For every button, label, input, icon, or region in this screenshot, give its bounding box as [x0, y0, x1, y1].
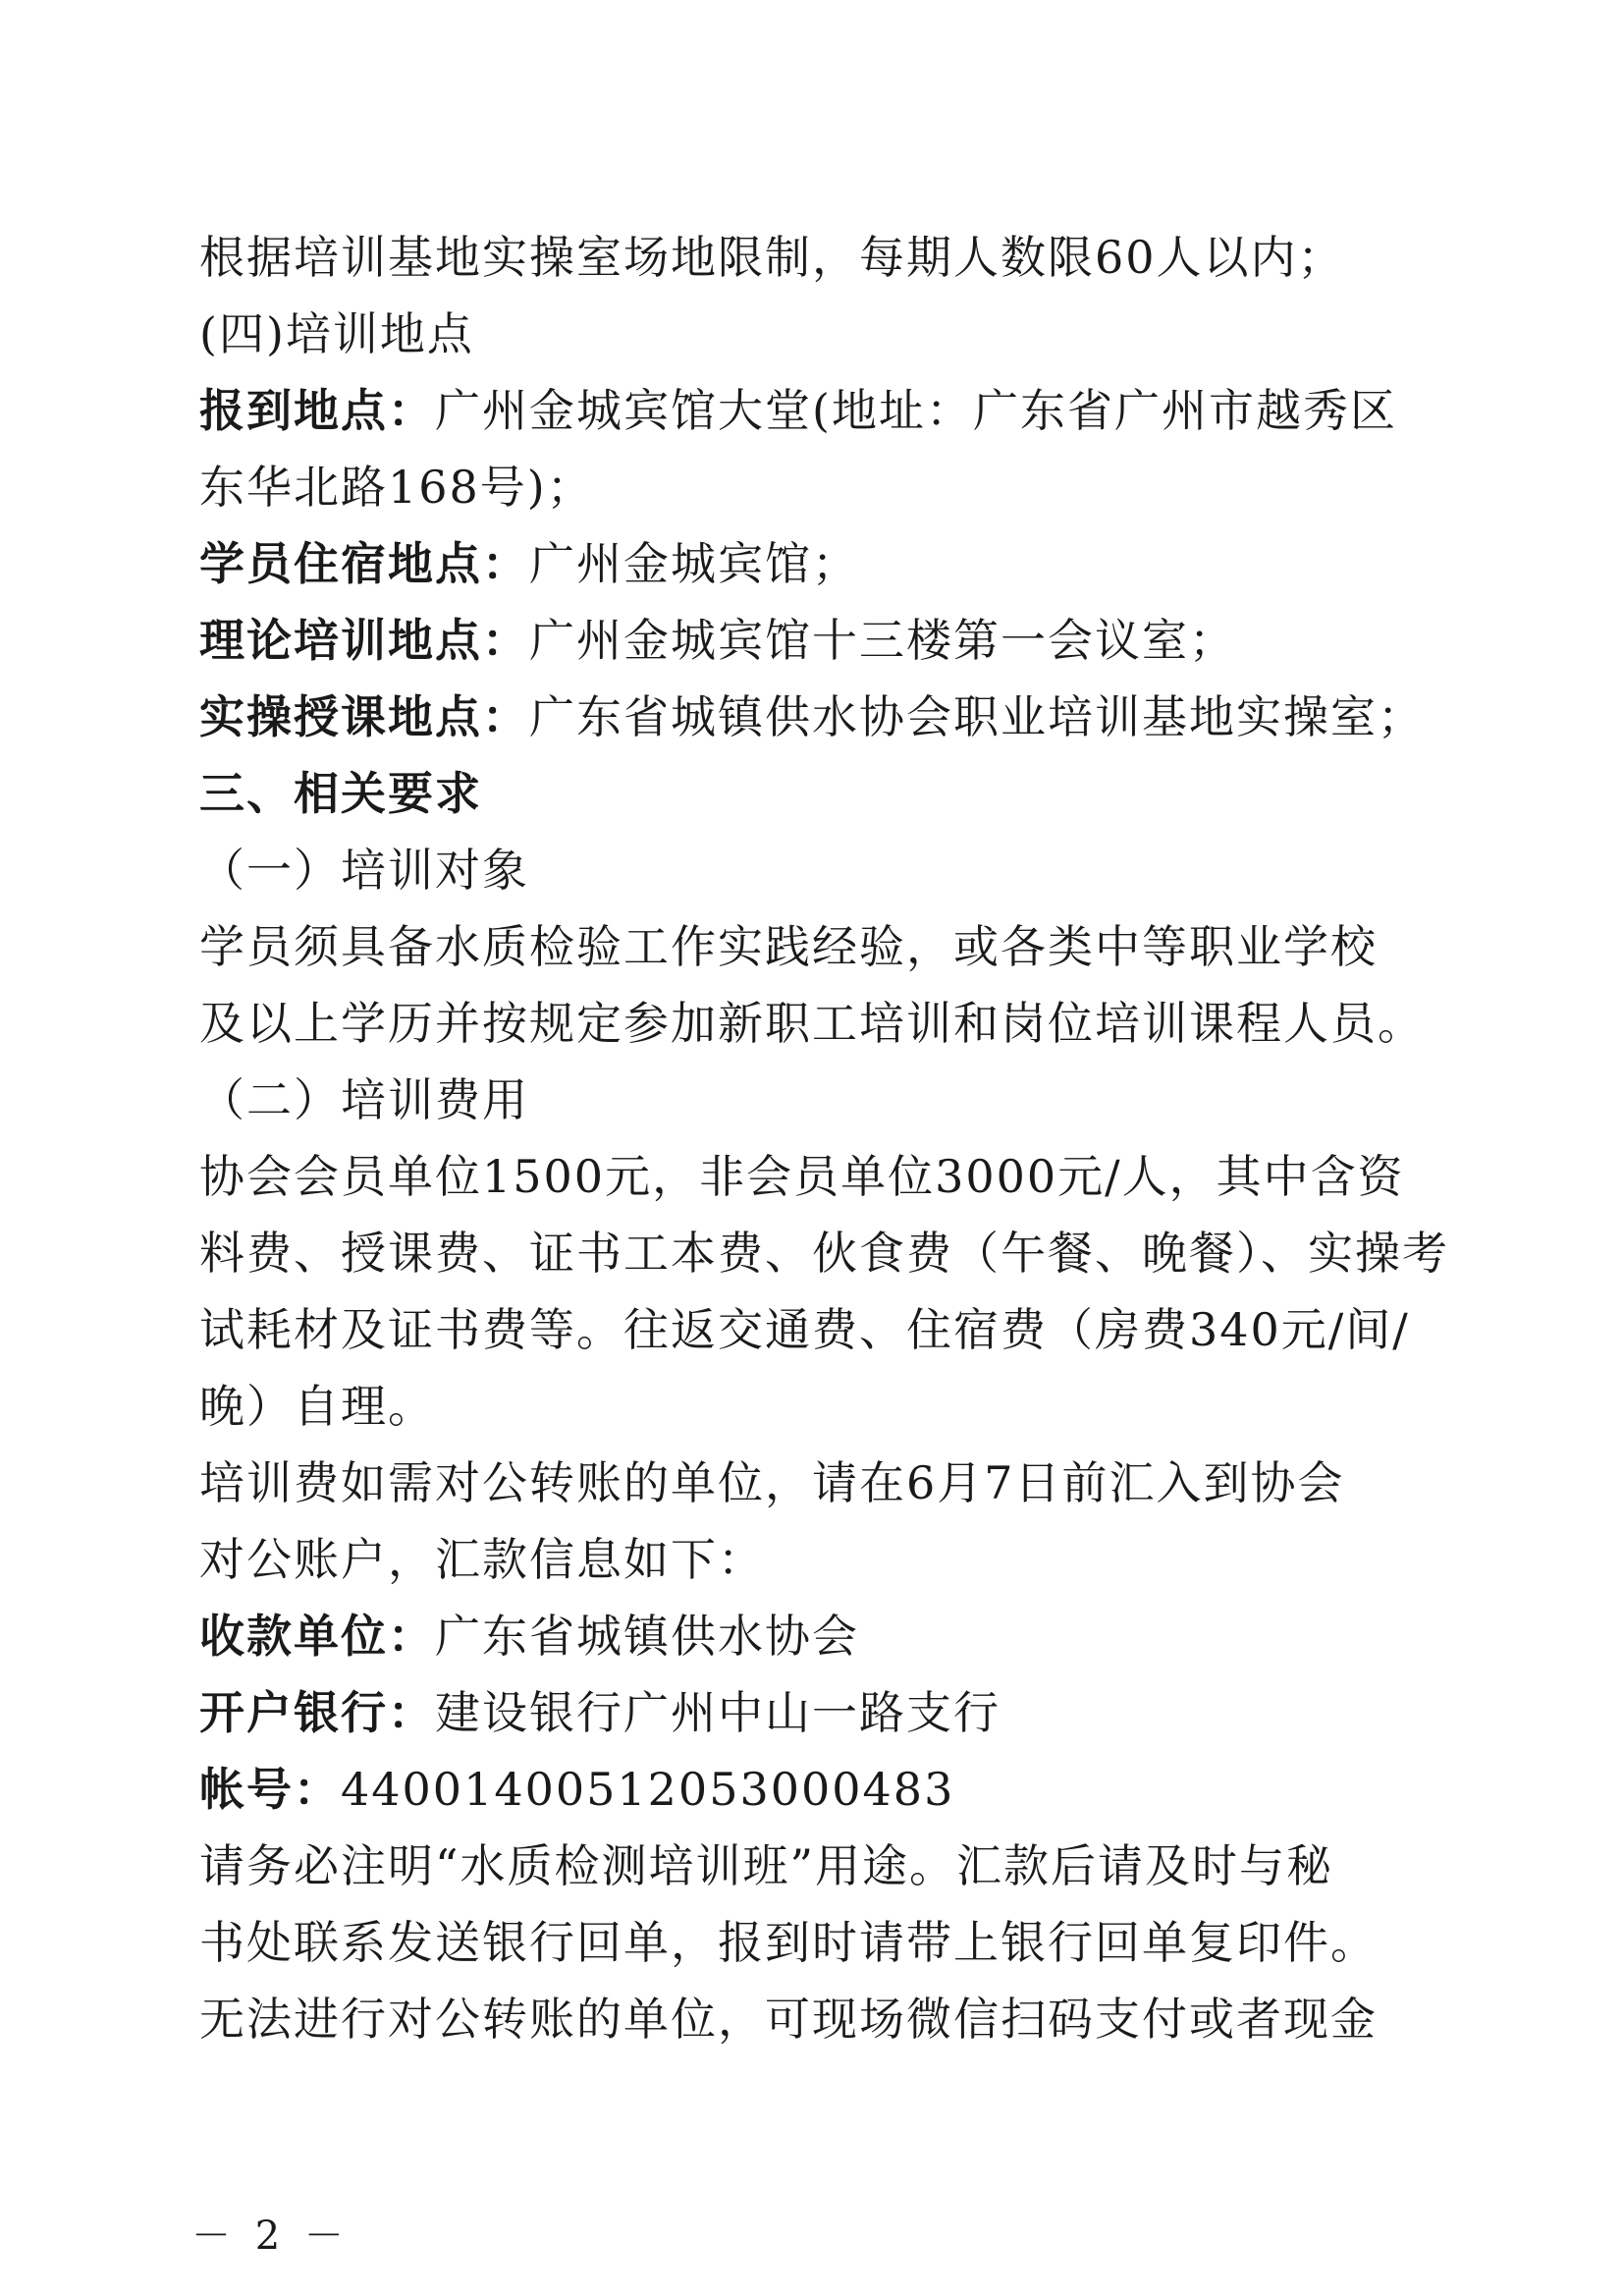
text-line: 学员须具备水质检验工作实践经验，或各类中等职业学校 [199, 920, 1378, 973]
text-line: 料费、授课费、证书工本费、伙食费（午餐、晚餐）、实操考 [199, 1227, 1449, 1280]
text-line: 学员住宿地点：广州金城宾馆； [199, 537, 859, 590]
section-subheading: （一）培训对象 [199, 844, 529, 897]
text-line: 试耗材及证书费等。往返交通费、住宿费（房费340元/间/ [199, 1303, 1410, 1356]
text-line: 开户银行：建设银行广州中山一路支行 [199, 1686, 1001, 1739]
text-line: 对公账户，汇款信息如下： [199, 1533, 765, 1586]
section-subheading: (四)培训地点 [199, 307, 474, 360]
text-line: 实操授课地点：广东省城镇供水协会职业培训基地实操室； [199, 690, 1425, 743]
text-line: 报到地点：广州金城宾馆大堂(地址：广东省广州市越秀区 [199, 384, 1397, 437]
text-line: 请务必注明“水质检测培训班”用途。汇款后请及时与秘 [199, 1839, 1334, 1892]
section-subheading: （二）培训费用 [199, 1073, 529, 1126]
text-line: 帐号：44001400512053000483 [199, 1763, 955, 1816]
section-heading: 三、相关要求 [199, 767, 482, 820]
text-line: 东华北路168号)； [199, 461, 594, 514]
page-number: － 2 － [191, 2214, 350, 2259]
text-line: 书处联系发送银行回单，报到时请带上银行回单复印件。 [199, 1916, 1378, 1969]
text-line: 根据培训基地实操室场地限制，每期人数限60人以内； [199, 231, 1345, 284]
text-line: 协会会员单位1500元，非会员单位3000元/人，其中含资 [199, 1150, 1405, 1203]
text-line: 理论培训地点：广州金城宾馆十三楼第一会议室； [199, 614, 1236, 667]
text-line: 晚）自理。 [199, 1380, 435, 1433]
text-line: 无法进行对公转账的单位，可现场微信扫码支付或者现金 [199, 1993, 1378, 2046]
text-line: 收款单位：广东省城镇供水协会 [199, 1610, 859, 1663]
text-line: 及以上学历并按规定参加新职工培训和岗位培训课程人员。 [199, 997, 1425, 1050]
text-line: 培训费如需对公转账的单位，请在6月7日前汇入到协会 [199, 1456, 1345, 1509]
